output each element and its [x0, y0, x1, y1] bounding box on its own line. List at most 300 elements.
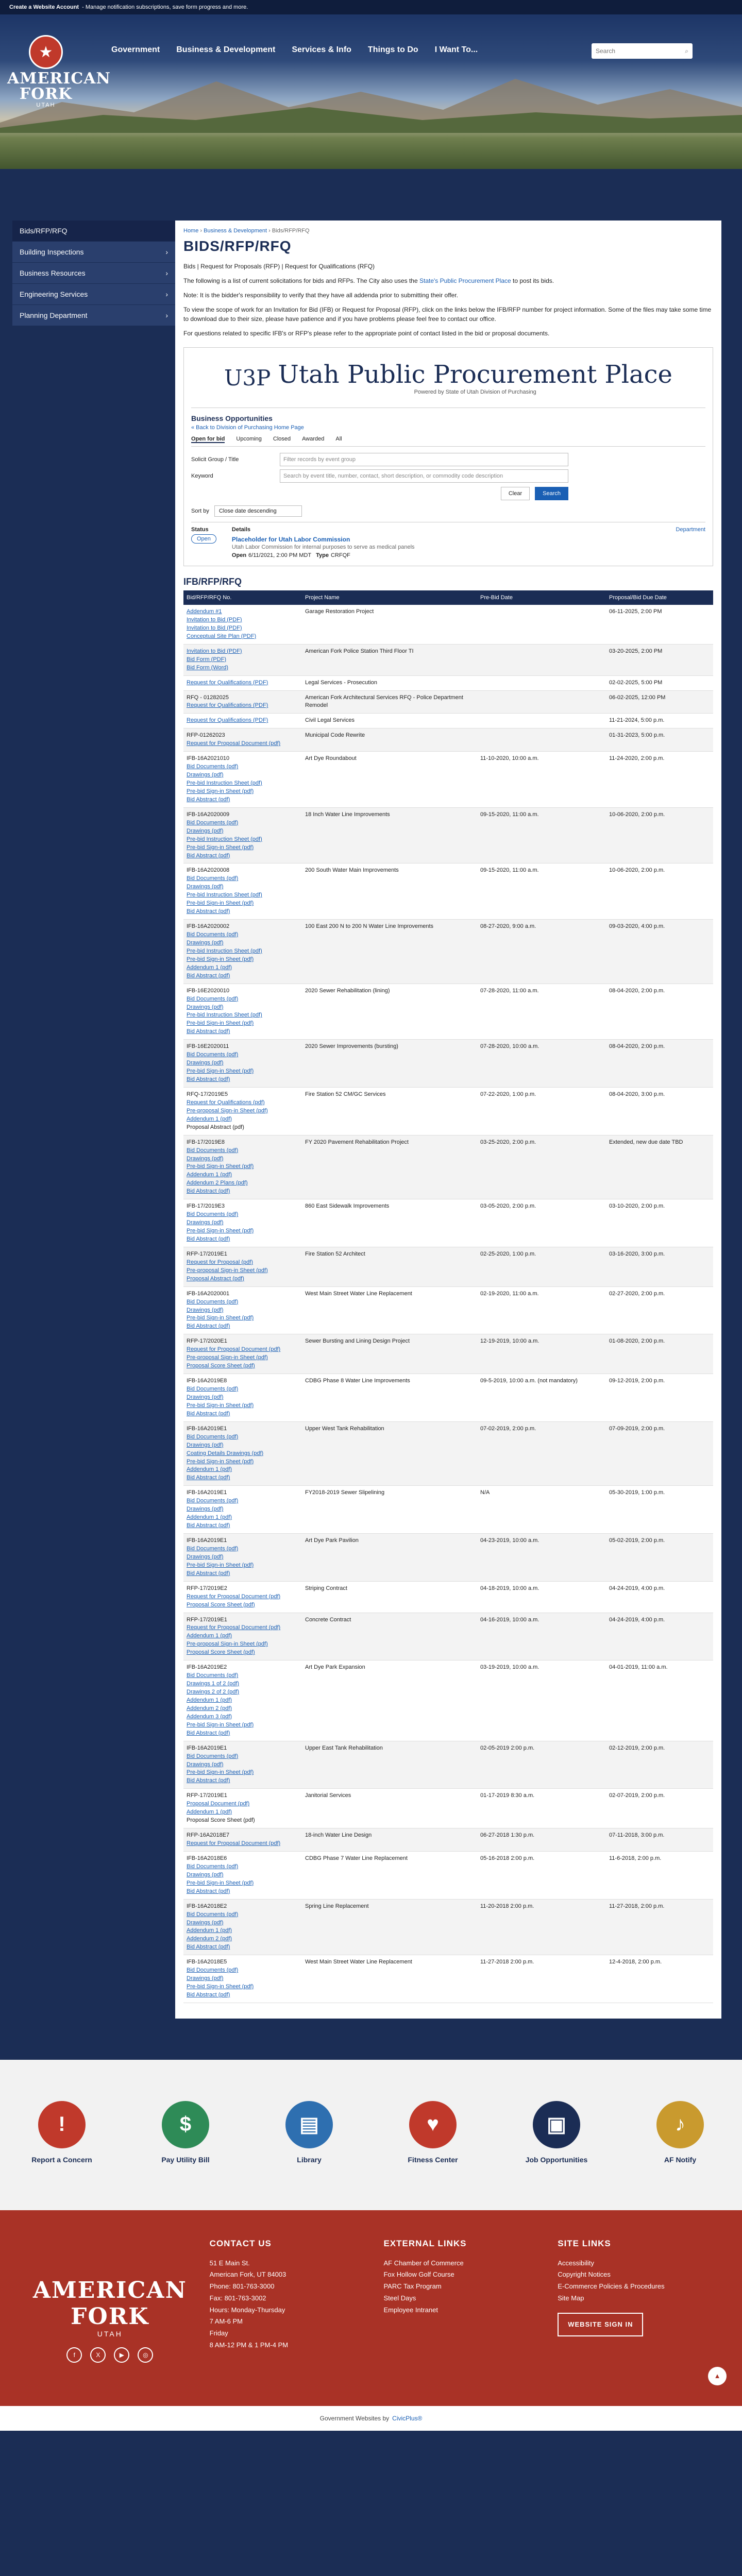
cell-due-date: 09-03-2020, 4:00 p.m. [606, 920, 713, 984]
document-link[interactable]: Request for Proposal (pdf) [187, 1259, 254, 1265]
document-link[interactable]: Proposal Score Sheet (pdf) [187, 1363, 255, 1369]
social-icon[interactable]: ▶ [114, 2347, 129, 2363]
cell-due-date: 07-09-2019, 2:00 p.m. [606, 1421, 713, 1486]
scroll-top-icon[interactable]: ▲ [708, 2367, 727, 2385]
bid-number: Proposal Score Sheet (pdf) [187, 1817, 255, 1824]
document-link[interactable]: Coating Details Drawings (pdf) [187, 1450, 264, 1456]
cell-bid-number [183, 1421, 302, 1486]
bid-number: IFB-16A2019E2 [187, 1664, 227, 1671]
document-link[interactable]: Pre-bid Instruction Sheet (pdf) [187, 780, 262, 786]
cell-bid-number [183, 752, 302, 808]
cell-bid-number [183, 675, 302, 690]
cell-project-name: 200 South Water Main Improvements [302, 863, 477, 920]
cell-due-date: 11-24-2020, 2:00 p.m. [606, 752, 713, 808]
document-link[interactable]: Pre-bid Sign-in Sheet (pdf) [187, 956, 254, 962]
document-link[interactable]: Bid Abstract (pdf) [187, 1570, 230, 1577]
cell-due-date: 11-21-2024, 5:00 p.m. [606, 714, 713, 728]
breadcrumb [183, 228, 713, 234]
cell-project-name: Upper East Tank Rehabilitation [302, 1741, 477, 1789]
document-link[interactable]: Addendum 2 (pdf) [187, 1705, 232, 1711]
table-row [183, 1613, 713, 1660]
main-nav [103, 41, 486, 59]
cell-prebid-date [477, 690, 606, 714]
document-link[interactable]: Bid Documents (pdf) [187, 875, 239, 882]
quick-link[interactable] [271, 2101, 348, 2164]
document-link[interactable]: Pre-bid Sign-in Sheet (pdf) [187, 788, 254, 794]
document-link[interactable]: Request for Qualifications (PDF) [187, 679, 268, 686]
document-link[interactable]: Bid Abstract (pdf) [187, 972, 230, 979]
document-link[interactable]: Bid Abstract (pdf) [187, 1522, 230, 1529]
status-header: Status [191, 527, 209, 533]
document-link[interactable]: Pre-bid Sign-in Sheet (pdf) [187, 1402, 254, 1409]
breadcrumb-sep: › [198, 228, 204, 234]
cell-bid-number [183, 1789, 302, 1828]
site-header [0, 14, 742, 169]
document-link[interactable]: Request for Qualifications (PDF) [187, 702, 268, 709]
cell-due-date: 10-06-2020, 2:00 p.m. [606, 807, 713, 863]
document-link[interactable]: Bid Documents (pdf) [187, 1753, 239, 1759]
document-link[interactable]: Bid Abstract (pdf) [187, 1188, 230, 1195]
document-link[interactable]: Addendum #1 [187, 608, 222, 615]
contact-title: CONTACT US [209, 2238, 272, 2248]
document-link[interactable]: Bid Abstract (pdf) [187, 1777, 230, 1784]
document-link[interactable]: Bid Documents (pdf) [187, 931, 239, 938]
filter-label: Solicit Group / Title [191, 456, 239, 463]
bid-number: IFB-17/2019E3 [187, 1203, 225, 1210]
document-link[interactable]: Drawings (pdf) [187, 1553, 224, 1560]
external-link[interactable]: Fox Hollow Golf Course [383, 2270, 454, 2279]
sort-label: Sort by [191, 508, 209, 514]
document-link[interactable]: Request for Proposal Document (pdf) [187, 1624, 281, 1631]
document-link[interactable]: Bid Abstract (pdf) [187, 852, 230, 859]
cell-due-date: 05-30-2019, 1:00 p.m. [606, 1486, 713, 1534]
cell-project-name: Legal Services - Prosecution [302, 675, 477, 690]
dollar-icon: $ [162, 2101, 209, 2148]
document-link[interactable]: Bid Documents (pdf) [187, 1147, 239, 1154]
bid-number: IFB-16A2020009 [187, 811, 230, 818]
external-link[interactable]: AF Chamber of Commerce [383, 2259, 464, 2267]
logo-name: AMERICAN FORK [7, 70, 111, 103]
clear-button[interactable]: Clear [501, 487, 530, 500]
bid-number: RFP-01262023 [187, 732, 225, 739]
nav-item[interactable]: Things to Do [367, 45, 418, 54]
document-link[interactable]: Addendum 1 (pdf) [187, 1514, 232, 1521]
document-link[interactable]: Pre-proposal Sign-in Sheet (pdf) [187, 1641, 268, 1648]
bid-number: IFB-16E2020011 [187, 1043, 229, 1050]
document-link[interactable]: Pre-bid Sign-in Sheet (pdf) [187, 1769, 254, 1776]
website-signin-button[interactable]: WEBSITE SIGN IN [558, 2313, 643, 2337]
sidebar-item-label: Business Resources [20, 269, 86, 277]
intro-text: The following is a list of current solicitations for bids and RFPs. The City also uses the [183, 277, 419, 284]
search-icon[interactable]: ⌕ [685, 47, 688, 55]
document-link[interactable]: Pre-bid Sign-in Sheet (pdf) [187, 1879, 254, 1886]
document-link[interactable]: Bid Documents (pdf) [187, 995, 239, 1002]
col-header: Project Name [302, 590, 477, 605]
chevron-right-icon: › [165, 269, 168, 277]
table-row [183, 675, 713, 690]
document-link[interactable]: Pre-bid Instruction Sheet (pdf) [187, 836, 262, 842]
document-link[interactable]: Pre-bid Sign-in Sheet (pdf) [187, 1315, 254, 1321]
document-link[interactable]: Bid Documents (pdf) [187, 1498, 239, 1504]
cell-bid-number [183, 1955, 302, 2003]
social-links [21, 2347, 199, 2363]
cell-due-date: 02-02-2025, 5:00 PM [606, 675, 713, 690]
document-link[interactable]: Proposal Document (pdf) [187, 1801, 250, 1807]
document-link[interactable]: Bid Documents (pdf) [187, 764, 239, 770]
document-link[interactable]: Drawings (pdf) [187, 827, 224, 834]
intro-note: Note: It is the bidder's responsibility to verify that they have all addenda prior to submitting their offer. [183, 292, 459, 299]
cell-bid-number [183, 1534, 302, 1582]
site-link[interactable]: Site Map [558, 2294, 584, 2302]
table-row [183, 1374, 713, 1422]
tab-item[interactable]: All [335, 436, 342, 442]
fitness-icon: ♥ [409, 2101, 457, 2148]
document-link[interactable]: Addendum 3 (pdf) [187, 1713, 232, 1720]
cell-prebid-date: 04-23-2019, 10:00 a.m. [477, 1534, 606, 1582]
table-row [183, 1247, 713, 1286]
search-input[interactable] [596, 47, 673, 55]
document-link[interactable]: Addendum 1 (pdf) [187, 1466, 232, 1473]
document-link[interactable]: Addendum 1 (pdf) [187, 1809, 232, 1816]
breadcrumb-section[interactable]: Business & Development [204, 228, 267, 234]
sidebar-item[interactable] [12, 305, 175, 326]
document-link[interactable]: Request for Qualifications (PDF) [187, 717, 268, 724]
table-heading: IFB/RFP/RFQ [183, 577, 242, 587]
document-link[interactable]: Bid Documents (pdf) [187, 1911, 239, 1918]
sidebar-item[interactable] [12, 284, 175, 305]
site-logo[interactable] [7, 35, 111, 108]
cell-due-date: 03-16-2020, 3:00 p.m. [606, 1247, 713, 1286]
breadcrumb-current: Bids/RFP/RFQ [272, 228, 310, 234]
city-seal-icon: ★ [29, 35, 63, 69]
opportunity-title[interactable]: Placeholder for Utah Labor Commission [231, 536, 350, 543]
civicplus-text: Government Websites by [319, 2414, 390, 2422]
bids-table [183, 590, 713, 2003]
document-link[interactable]: Bid Documents (pdf) [187, 1052, 239, 1058]
cell-project-name: Art Dye Roundabout [302, 752, 477, 808]
cell-bid-number [183, 1334, 302, 1374]
external-link[interactable]: PARC Tax Program [383, 2282, 442, 2291]
document-link[interactable]: Bid Form (PDF) [187, 656, 226, 663]
document-link[interactable]: Drawings (pdf) [187, 1307, 224, 1313]
document-link[interactable]: Request for Proposal Document (pdf) [187, 1593, 281, 1600]
cell-due-date: 03-10-2020, 2:00 p.m. [606, 1199, 713, 1247]
page-layout [0, 169, 742, 2019]
bid-number: IFB-16A2020002 [187, 923, 230, 930]
document-link[interactable]: Drawings (pdf) [187, 884, 224, 890]
document-link[interactable]: Pre-bid Instruction Sheet (pdf) [187, 1012, 262, 1019]
document-link[interactable]: Addendum 1 (pdf) [187, 1115, 232, 1122]
details-header: Details [231, 527, 250, 533]
col-header: Bid/RFP/RFQ No. [183, 590, 302, 605]
document-link[interactable]: Pre-proposal Sign-in Sheet (pdf) [187, 1267, 268, 1274]
document-link[interactable]: Bid Abstract (pdf) [187, 908, 230, 915]
footer-logo-name: AMERICAN FORK [32, 2277, 187, 2330]
document-link[interactable]: Bid Abstract (pdf) [187, 1410, 230, 1417]
quick-link-label: Fitness Center [408, 2155, 458, 2164]
cell-prebid-date: 02-05-2019 2:00 p.m. [477, 1741, 606, 1789]
cell-project-name: Art Dye Park Expansion [302, 1660, 477, 1741]
cell-due-date: 11-6-2018, 2:00 p.m. [606, 1851, 713, 1899]
cell-project-name: Sewer Bursting and Lining Design Project [302, 1334, 477, 1374]
cell-project-name: Fire Station 52 Architect [302, 1247, 477, 1286]
document-link[interactable]: Proposal Score Sheet (pdf) [187, 1601, 255, 1608]
cell-project-name: 2020 Sewer Rehabilitation (lining) [302, 984, 477, 1040]
document-link[interactable]: Addendum 1 (pdf) [187, 964, 232, 971]
site-link[interactable]: Copyright Notices [558, 2270, 611, 2279]
document-link[interactable]: Bid Documents (pdf) [187, 1386, 239, 1392]
bid-number: IFB-16A2018E2 [187, 1903, 227, 1909]
contact-line: Fax: 801-763-3002 [209, 2294, 266, 2302]
cell-prebid-date: 05-16-2018 2:00 p.m. [477, 1851, 606, 1899]
cell-prebid-date [477, 714, 606, 728]
bid-number: RFP-17/2019E1 [187, 1616, 227, 1623]
quick-link[interactable] [147, 2101, 224, 2164]
document-link[interactable]: Drawings (pdf) [187, 1219, 224, 1226]
table-row [183, 1660, 713, 1741]
document-link[interactable]: Pre-bid Sign-in Sheet (pdf) [187, 900, 254, 907]
document-link[interactable]: Drawings (pdf) [187, 1155, 224, 1162]
document-link[interactable]: Request for Qualifications (pdf) [187, 1099, 265, 1106]
table-row [183, 1486, 713, 1534]
keyword-filter-input[interactable]: Search by event title, number, contact, short description, or commodity code description [280, 469, 568, 483]
cell-bid-number [183, 1741, 302, 1789]
external-title: EXTERNAL LINKS [383, 2238, 467, 2248]
cell-project-name: Striping Contract [302, 1581, 477, 1613]
cell-bid-number [183, 1199, 302, 1247]
document-link[interactable]: Drawings (pdf) [187, 1975, 224, 1982]
cell-due-date: 01-31-2023, 5:00 p.m. [606, 728, 713, 752]
external-link[interactable]: Steel Days [383, 2294, 416, 2302]
quick-link[interactable] [23, 2101, 100, 2164]
document-link[interactable]: Bid Documents (pdf) [187, 1967, 239, 1974]
social-icon[interactable]: ◎ [138, 2347, 153, 2363]
cell-due-date: 02-27-2020, 2:00 p.m. [606, 1286, 713, 1334]
search-button[interactable]: Search [535, 487, 568, 500]
cell-due-date: 08-04-2020, 2:00 p.m. [606, 984, 713, 1040]
document-link[interactable]: Bid Abstract (pdf) [187, 1028, 230, 1035]
cell-bid-number [183, 1851, 302, 1899]
footer-logo-sub: UTAH [97, 2329, 123, 2338]
nav-item[interactable]: I Want To... [434, 45, 478, 54]
document-link[interactable]: Pre-bid Instruction Sheet (pdf) [187, 892, 262, 899]
document-link[interactable]: Pre-bid Sign-in Sheet (pdf) [187, 1068, 254, 1075]
document-link[interactable]: Bid Abstract (pdf) [187, 1992, 230, 1998]
document-link[interactable]: Invitation to Bid (PDF) [187, 624, 242, 631]
sidebar-item[interactable] [12, 221, 175, 242]
back-link[interactable]: « Back to Division of Purchasing Home Page [191, 425, 304, 431]
quick-link[interactable] [642, 2101, 719, 2164]
sort-row [191, 505, 705, 517]
document-link[interactable]: Drawings (pdf) [187, 1919, 224, 1926]
cell-prebid-date: 09-5-2019, 10:00 a.m. (not mandatory) [477, 1374, 606, 1422]
social-icon[interactable]: X [90, 2347, 106, 2363]
cell-project-name: 18-inch Water Line Design [302, 1828, 477, 1852]
document-link[interactable]: Bid Documents (pdf) [187, 819, 239, 826]
document-link[interactable]: Pre-bid Sign-in Sheet (pdf) [187, 1228, 254, 1234]
sidebar-item[interactable] [12, 263, 175, 284]
document-link[interactable]: Pre-bid Sign-in Sheet (pdf) [187, 1721, 254, 1728]
document-link[interactable]: Conceptual Site Plan (PDF) [187, 633, 257, 639]
external-link[interactable]: Employee Intranet [383, 2306, 438, 2314]
cell-project-name: American Fork Architectural Services RFQ - Police Department Remodel [302, 690, 477, 714]
site-title: SITE LINKS [558, 2238, 611, 2248]
cell-project-name: Fire Station 52 CM/GC Services [302, 1087, 477, 1135]
cell-due-date: 02-12-2019, 2:00 p.m. [606, 1741, 713, 1789]
document-link[interactable]: Drawings (pdf) [187, 1761, 224, 1768]
document-link[interactable]: Drawings (pdf) [187, 1442, 224, 1448]
bid-number: RFP-17/2019E2 [187, 1585, 227, 1591]
document-link[interactable]: Bid Documents (pdf) [187, 1545, 239, 1552]
table-row [183, 1135, 713, 1199]
bid-number: IFB-16A2018E6 [187, 1855, 227, 1861]
table-row [183, 1286, 713, 1334]
cell-project-name: Civil Legal Services [302, 714, 477, 728]
document-link[interactable]: Pre-bid Sign-in Sheet (pdf) [187, 844, 254, 851]
nav-item[interactable]: Government [111, 45, 160, 54]
quick-link[interactable] [518, 2101, 595, 2164]
quick-link[interactable] [394, 2101, 471, 2164]
search-box [592, 43, 693, 59]
nav-item[interactable]: Services & Info [292, 45, 351, 54]
document-link[interactable]: Pre-bid Instruction Sheet (pdf) [187, 947, 262, 954]
department-link[interactable]: Department [676, 527, 705, 533]
site-link[interactable]: E-Commerce Policies & Procedures [558, 2282, 665, 2291]
group-filter-input[interactable]: Filter records by event group [280, 453, 568, 466]
sidebar-item-label: Engineering Services [20, 290, 88, 298]
cell-bid-number [183, 1899, 302, 1955]
opportunity-meta [232, 552, 415, 558]
document-link[interactable]: Pre-bid Sign-in Sheet (pdf) [187, 1562, 254, 1568]
table-row [183, 1421, 713, 1486]
create-account-link[interactable]: Create a Website Account [9, 4, 79, 10]
document-link[interactable]: Pre-bid Sign-in Sheet (pdf) [187, 1984, 254, 1990]
bid-number: IFB-16A2018E5 [187, 1959, 227, 1965]
tab-item[interactable]: Awarded [302, 436, 325, 442]
site-link[interactable]: Accessibility [558, 2259, 595, 2267]
document-link[interactable]: Bid Abstract (pdf) [187, 1235, 230, 1242]
cell-project-name: Janitorial Services [302, 1789, 477, 1828]
filter-label: Keyword [191, 473, 213, 479]
cell-project-name: Concrete Contract [302, 1613, 477, 1660]
document-link[interactable]: Drawings 1 of 2 (pdf) [187, 1681, 240, 1687]
nav-item[interactable]: Business & Development [176, 45, 276, 54]
document-link[interactable]: Bid Abstract (pdf) [187, 1475, 230, 1481]
intro-questions: For questions related to specific IFB's or RFP's please refer to the appropriate point of contact listed in the bid or proposal documents. [183, 330, 550, 337]
document-link[interactable]: Invitation to Bid (PDF) [187, 616, 242, 623]
document-link[interactable]: Proposal Abstract (pdf) [187, 1275, 244, 1282]
state-procurement-link[interactable]: State's Public Procurement Place [419, 277, 511, 284]
table-row [183, 752, 713, 808]
cell-project-name: 2020 Sewer Improvements (bursting) [302, 1040, 477, 1088]
breadcrumb-home[interactable]: Home [183, 228, 199, 234]
document-link[interactable]: Bid Documents (pdf) [187, 1672, 239, 1679]
document-link[interactable]: Bid Documents (pdf) [187, 1433, 239, 1440]
bid-number: RFP-17/2019E1 [187, 1792, 227, 1799]
intro-text: to post its bids. [511, 277, 554, 284]
quick-link-label: AF Notify [664, 2155, 697, 2164]
civicplus-link[interactable]: CivicPlus® [392, 2414, 423, 2422]
document-link[interactable]: Pre-bid Sign-in Sheet (pdf) [187, 1163, 254, 1170]
document-link[interactable]: Bid Abstract (pdf) [187, 1944, 230, 1951]
cell-bid-number [183, 728, 302, 752]
document-link[interactable]: Bid Abstract (pdf) [187, 1076, 230, 1082]
cell-due-date: 06-11-2025, 2:00 PM [606, 605, 713, 644]
document-link[interactable]: Drawings (pdf) [187, 1004, 224, 1010]
document-link[interactable]: Addendum 1 (pdf) [187, 1697, 232, 1703]
document-link[interactable]: Drawings (pdf) [187, 1506, 224, 1513]
col-header: Proposal/Bid Due Date [606, 590, 713, 605]
tab-item[interactable]: Closed [273, 436, 291, 442]
document-link[interactable]: Drawings 2 of 2 (pdf) [187, 1689, 240, 1695]
cell-bid-number [183, 1247, 302, 1286]
table-row [183, 1040, 713, 1088]
document-link[interactable]: Addendum 1 (pdf) [187, 1172, 232, 1178]
document-link[interactable]: Addendum 1 (pdf) [187, 1633, 232, 1639]
cell-project-name: West Main Street Water Line Replacement [302, 1286, 477, 1334]
cell-prebid-date: 03-25-2020, 2:00 p.m. [477, 1135, 606, 1199]
cell-prebid-date [477, 605, 606, 644]
document-link[interactable]: Bid Abstract (pdf) [187, 1888, 230, 1894]
page-title: BIDS/RFP/RFQ [183, 238, 292, 254]
type-value: CRFQF [330, 552, 350, 558]
tab-item[interactable]: Open for bid [191, 436, 225, 442]
document-link[interactable]: Bid Documents (pdf) [187, 1863, 239, 1870]
document-link[interactable]: Drawings (pdf) [187, 939, 224, 946]
sort-select[interactable]: Close date descending [214, 505, 302, 517]
document-link[interactable]: Addendum 1 (pdf) [187, 1927, 232, 1934]
cell-prebid-date: 07-02-2019, 2:00 p.m. [477, 1421, 606, 1486]
document-link[interactable]: Bid Documents (pdf) [187, 1211, 239, 1218]
cell-bid-number [183, 605, 302, 644]
document-link[interactable]: Drawings (pdf) [187, 1060, 224, 1066]
cell-project-name: American Fork Police Station Third Floor TI [302, 644, 477, 675]
document-link[interactable]: Drawings (pdf) [187, 772, 224, 778]
document-link[interactable]: Invitation to Bid (PDF) [187, 648, 242, 654]
document-link[interactable]: Bid Form (Word) [187, 664, 229, 671]
document-link[interactable]: Addendum 2 (pdf) [187, 1936, 232, 1942]
document-link[interactable]: Bid Abstract (pdf) [187, 1323, 230, 1330]
document-link[interactable]: Bid Abstract (pdf) [187, 796, 230, 803]
document-link[interactable]: Request for Proposal Document (pdf) [187, 1840, 281, 1846]
document-link[interactable]: Bid Documents (pdf) [187, 1298, 239, 1305]
document-link[interactable]: Drawings (pdf) [187, 1871, 224, 1878]
document-link[interactable]: Pre-bid Sign-in Sheet (pdf) [187, 1458, 254, 1465]
main-content [175, 221, 721, 2019]
document-link[interactable]: Drawings (pdf) [187, 1394, 224, 1400]
document-link[interactable]: Addendum 2 Plans (pdf) [187, 1180, 248, 1187]
cell-project-name: CDBG Phase 7 Water Line Replacement [302, 1851, 477, 1899]
chevron-right-icon: › [165, 248, 168, 256]
cell-prebid-date: 03-05-2020, 2:00 p.m. [477, 1199, 606, 1247]
document-link[interactable]: Bid Abstract (pdf) [187, 1730, 230, 1736]
bid-number: RFQ-17/2019E5 [187, 1091, 228, 1097]
social-icon[interactable]: f [66, 2347, 82, 2363]
cell-project-name: Spring Line Replacement [302, 1899, 477, 1955]
tab-item[interactable]: Upcoming [236, 436, 262, 442]
document-link[interactable]: Request for Proposal Document (pdf) [187, 740, 281, 747]
table-row [183, 690, 713, 714]
document-link[interactable]: Pre-proposal Sign-in Sheet (pdf) [187, 1354, 268, 1361]
table-row [183, 1955, 713, 2003]
table-row [183, 1851, 713, 1899]
bid-number: IFB-16E2020010 [187, 987, 230, 994]
document-link[interactable]: Request for Proposal Document (pdf) [187, 1346, 281, 1353]
document-link[interactable]: Pre-proposal Sign-in Sheet (pdf) [187, 1107, 268, 1114]
sidebar-item[interactable] [12, 242, 175, 263]
document-link[interactable]: Proposal Score Sheet (pdf) [187, 1649, 255, 1656]
document-link[interactable]: Pre-bid Sign-in Sheet (pdf) [187, 1020, 254, 1027]
